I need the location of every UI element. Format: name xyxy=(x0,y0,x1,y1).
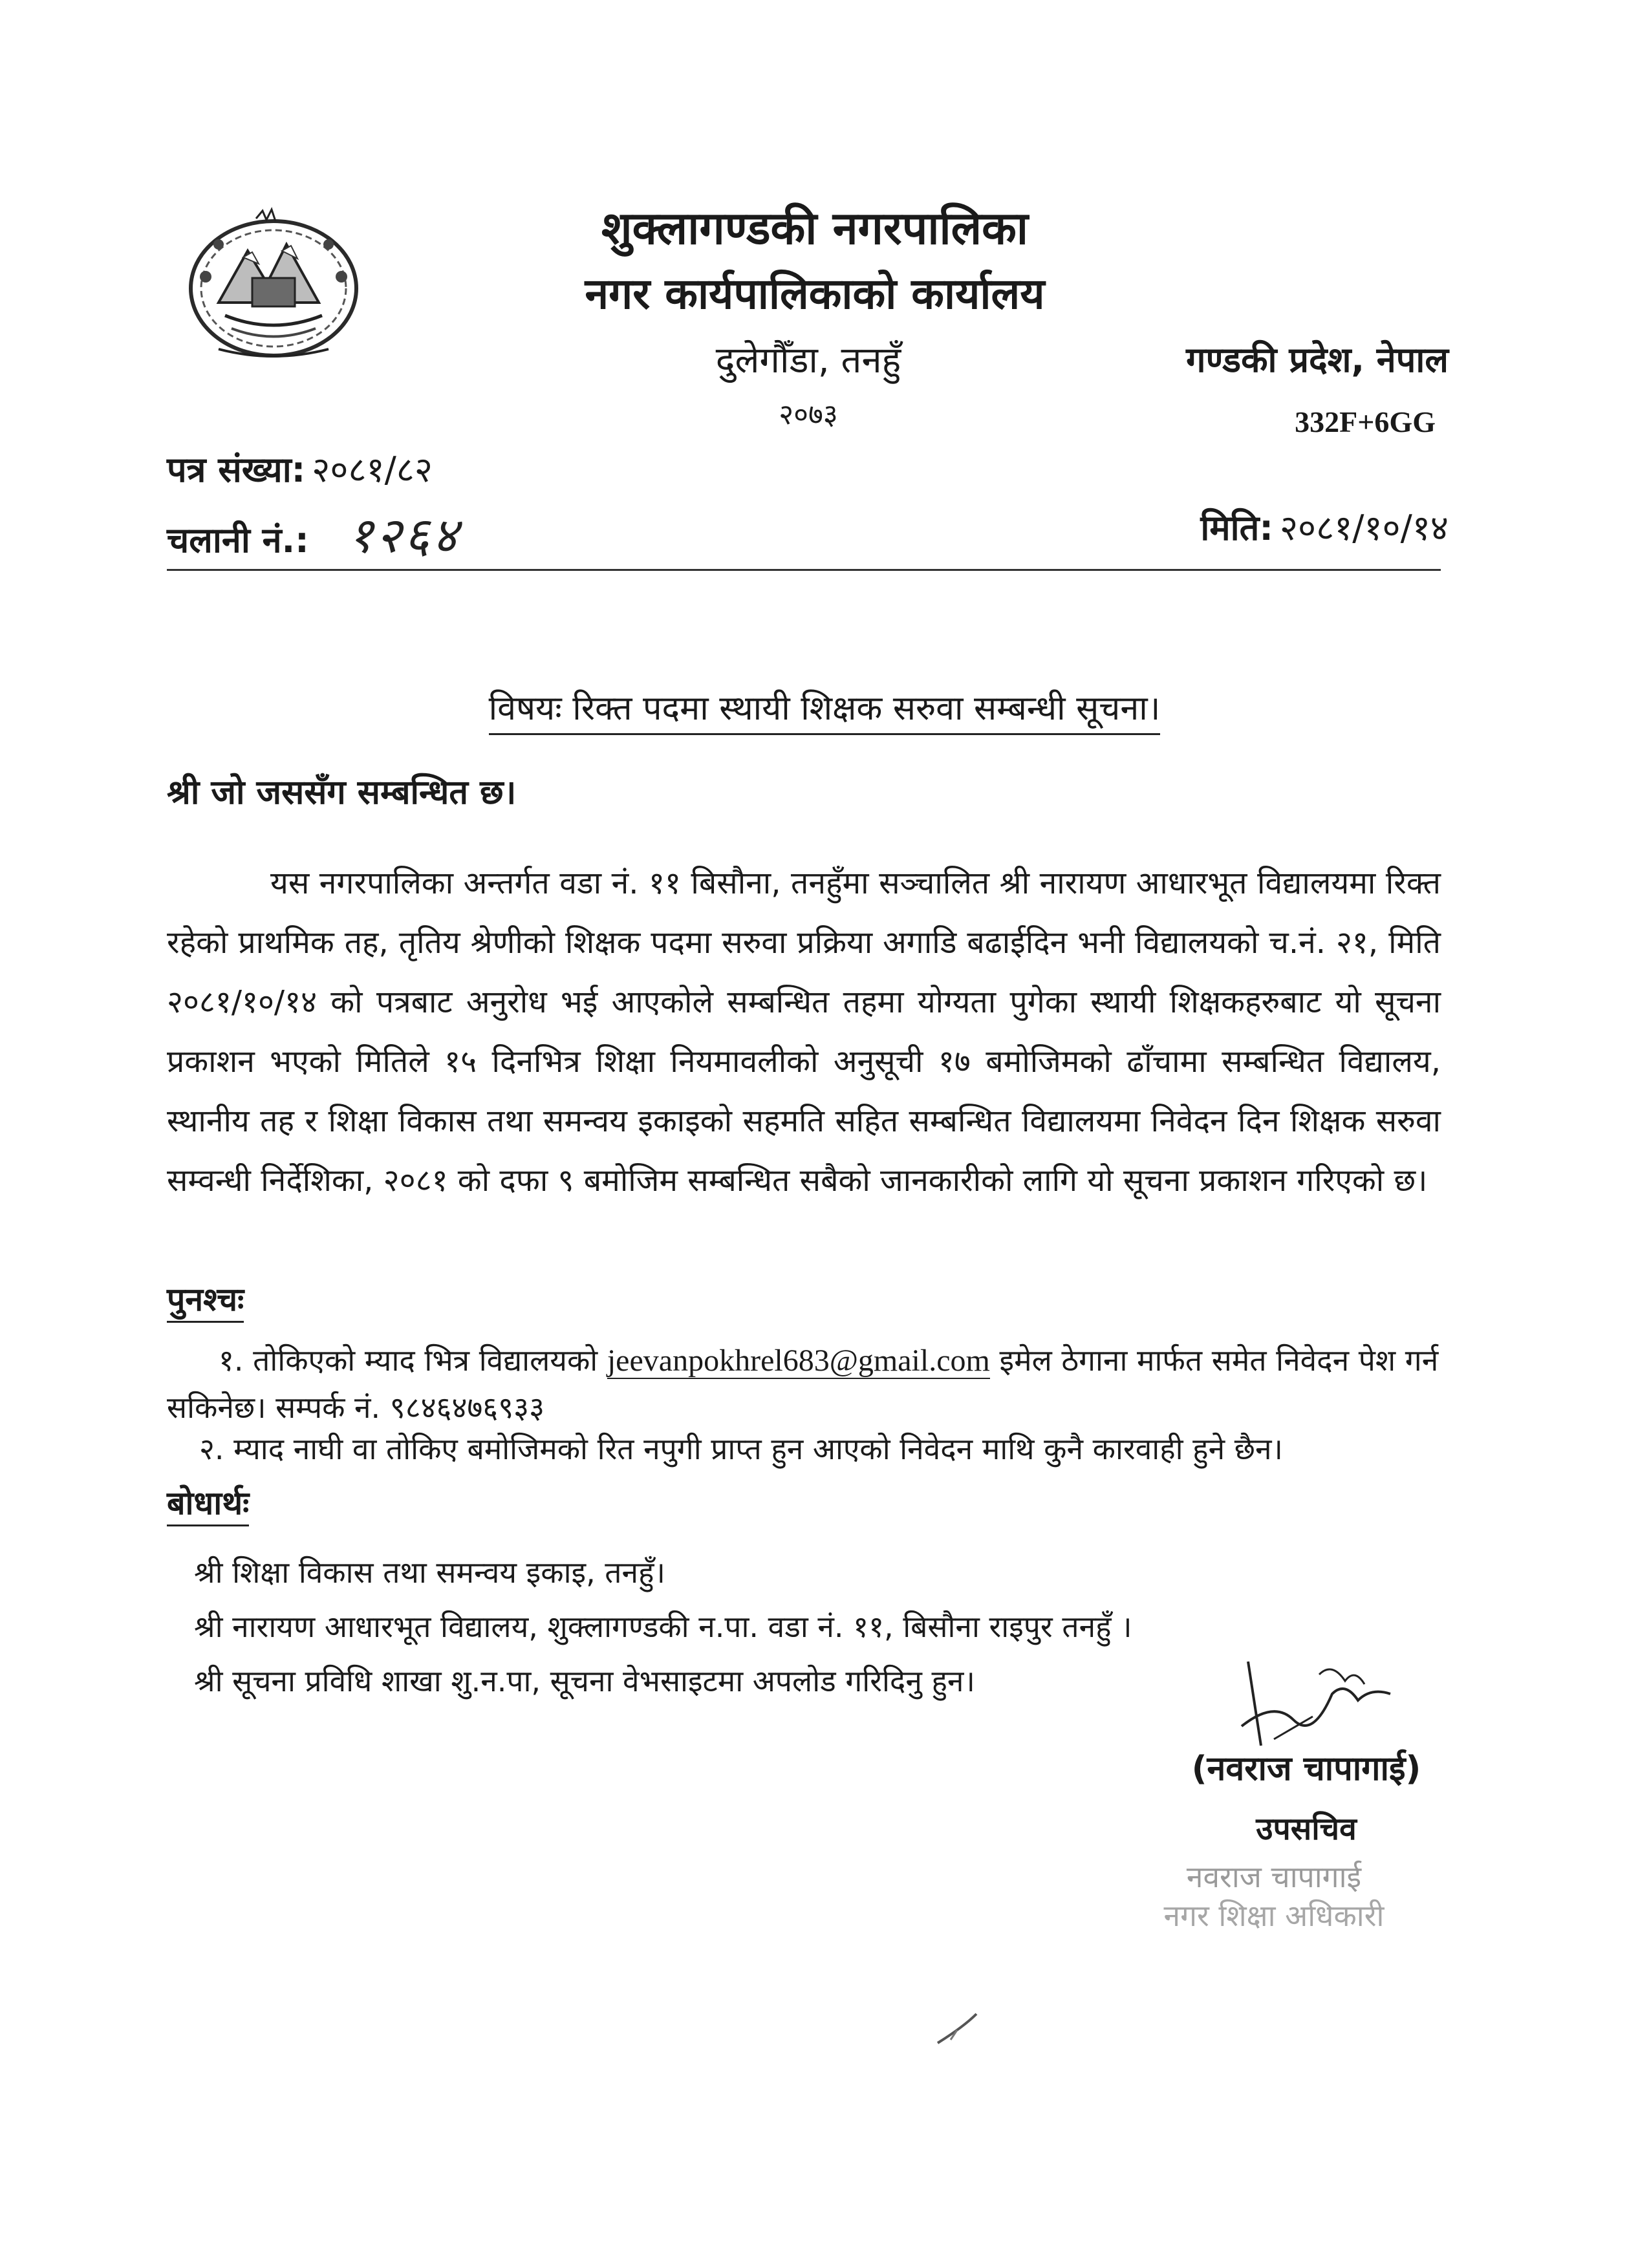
government-emblem-icon xyxy=(180,206,367,367)
notice-body: यस नगरपालिका अन्तर्गत वडा नं. ११ बिसौना, तनहुँमा सञ्चालित श्री नारायण आधारभूत विद्यालयमा रिक्त रहेको प्राथमिक तह, तृतिय श्रेणीको शिक्षक पदमा सरुवा प्रक्रिया अगाडि बढाईदिन भनी विद्यालयको च.नं. २१, मिति २०८१/१०/१४ को पत्रबाट अनुरोध भई आएकोले सम्बन्धित तहमा योग्यता पुगेका स्थायी शिक्षकहरुबाट यो सूचना प्रकाशन भएको मितिले १५ दिनभित्र शिक्षा नियमावलीको अनुसूची १७ बमोजिमको ढाँचामा सम्बन्धित विद्यालय, स्थानीय तह र शिक्षा विकास तथा समन्वय इकाइको सहमति सहित सम्बन्धित विद्यालयमा निवेदन दिन शिक्षक सरुवा सम्वन्धी निर्देशिका, २०८१ को दफा ९ बमोजिम सम्बन्धित सबैको जानकारीको लागि यो सूचना प्रकाशन गरिएको छ। xyxy=(167,865,1441,1199)
letter-number-row xyxy=(167,449,433,490)
subject-line xyxy=(259,689,1390,728)
dispatch-number-row xyxy=(167,506,460,564)
cc-item: श्री नारायण आधारभूत विद्यालय, शुक्लागण्डकी न.पा. वडा नं. ११, बिसौना राइपुर तनहुँ । xyxy=(194,1609,1132,1644)
date-row xyxy=(1112,508,1449,548)
signer-title: उपसचिव xyxy=(1256,1811,1357,1847)
cc-item: श्री शिक्षा विकास तथा समन्वय इकाइ, तनहुँ। xyxy=(194,1555,665,1590)
signer-name: (नवराज चापागाई) xyxy=(1191,1749,1421,1788)
stray-pen-mark-icon xyxy=(931,2011,983,2049)
postscript-heading-text: पुनश्चः xyxy=(167,1281,244,1323)
date-value: २०८१/१०/१४ xyxy=(1279,508,1449,548)
office-address: दुलेगौँडा, तनहुँ xyxy=(715,339,901,381)
office-subtitle: नगर कार्यपालिकाको कार्यालय xyxy=(585,269,1045,319)
stamp-title: नगर शिक्षा अधिकारी xyxy=(1163,1898,1385,1933)
stamp-name: नवराज चापागाई xyxy=(1186,1859,1362,1894)
cc-heading xyxy=(167,1484,250,1522)
establishment-year: २०७३ xyxy=(779,398,838,431)
postscript-item-1 xyxy=(167,1337,1441,1431)
dispatch-number-label: चलानी नं.: xyxy=(167,520,309,561)
salutation: श्री जो जससँग सम्बन्धित छ। xyxy=(167,773,517,812)
subject-text: विषयः रिक्त पदमा स्थायी शिक्षक सरुवा सम्बन्धी सूचना। xyxy=(489,689,1161,735)
province-country: गण्डकी प्रदेश, नेपाल xyxy=(1186,339,1449,380)
office-name: शुक्लागण्डकी नगरपालिका xyxy=(601,202,1028,255)
postscript-item-2: २. म्याद नाघी वा तोकिए बमोजिमको रित नपुगी प्राप्त हुन आएको निवेदन माथि कुनै कारवाही हुने छैन। xyxy=(199,1431,1283,1466)
postscript-item-1-suffix: इमेल ठेगाना मार्फत समेत निवेदन पेश गर्न सकिनेछ। सम्पर्क नं. ९८४६४७६९३३ xyxy=(167,1343,1439,1425)
postscript-item-1-prefix: १. तोकिएको म्याद भित्र विद्यालयको xyxy=(219,1343,598,1378)
header-divider xyxy=(167,569,1441,571)
letter-number-value: २०८१/८२ xyxy=(312,449,433,490)
postscript-heading xyxy=(167,1283,244,1316)
letter-number-label: पत्र संख्या: xyxy=(167,449,306,490)
cc-heading-text: बोधार्थः xyxy=(167,1484,249,1526)
cc-item: श्री सूचना प्रविधि शाखा शु.न.पा, सूचना वेभसाइटमा अपलोड गरिदिनु हुन। xyxy=(194,1664,975,1698)
signature-scribble-icon xyxy=(1235,1655,1403,1759)
date-label: मिति: xyxy=(1200,508,1273,548)
plus-code: 332F+6GG xyxy=(1295,405,1436,438)
contact-email: jeevanpokhrel683@gmail.com xyxy=(607,1343,990,1378)
dispatch-number-handwritten: १२६४ xyxy=(347,506,460,564)
